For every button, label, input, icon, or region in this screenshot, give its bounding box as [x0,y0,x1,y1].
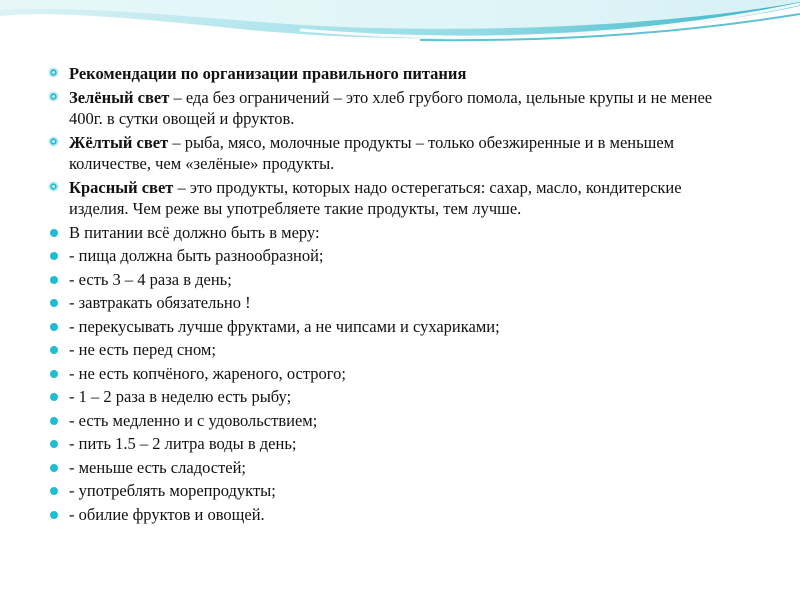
dot-bullet-icon [50,299,58,307]
dot-bullet-icon [50,370,58,378]
dot-bullet-icon [50,252,58,260]
red-light-text: – это продукты, которых надо остерегаться: сахар, масло, кондитерские изделия. Чем реже вы употребляете такие продукты, тем лучше. [69,177,682,218]
list-item-green-light [48,87,728,130]
list-item-rule [48,245,728,267]
rule-text: - пища должна быть разнообразной; [69,246,324,265]
slide-content [48,63,728,527]
rule-text: - обилие фруктов и овощей. [69,504,265,524]
list-item-rule [48,292,728,314]
list-item-rule [48,504,728,526]
list-item-rule [48,480,728,502]
list-item-title [48,63,728,85]
rule-text: - 1 – 2 раза в неделю есть рыбу; [69,387,292,406]
yellow-light-term: Жёлтый свет [69,132,169,152]
rule-text: - употреблять морепродукты; [69,481,276,500]
dot-bullet-icon [50,323,58,331]
rule-text: - меньше есть сладостей; [69,457,247,477]
rule-text: - перекусывать лучше фруктами, а не чипсами и сухариками; [69,316,500,336]
flower-bullet-icon [48,136,59,147]
list-item-rule [48,363,728,385]
flower-bullet-icon [48,67,59,78]
intro-text: В питании всё должно быть в меру: [69,222,320,242]
dot-bullet-icon [50,487,58,495]
list-item-rule [48,457,728,479]
dot-bullet-icon [50,276,58,284]
header-wave-decoration [0,0,800,60]
list-item-rule [48,316,728,338]
rule-text: - есть медленно и с удовольствием; [69,410,318,430]
rule-text: - завтракать обязательно ! [69,293,251,312]
flower-bullet-icon [48,91,59,102]
list-item-red-light [48,177,728,220]
red-light-term: Красный свет [69,177,174,197]
green-light-text: – еда без ограничений – это хлеб грубого помола, цельные крупы и не менее 400г. в сутки овощей и фруктов. [69,87,713,128]
rule-text: - не есть перед сном; [69,340,216,359]
dot-bullet-icon [50,393,58,401]
slide-title: Рекомендации по организации правильного питания [69,64,467,83]
list-item-rule [48,410,728,432]
list-item-rule [48,339,728,361]
rule-text: - пить 1.5 – 2 литра воды в день; [69,434,297,453]
flower-bullet-icon [48,181,59,192]
rule-text: - не есть копчёного, жареного, острого; [69,363,346,383]
dot-bullet-icon [50,511,58,519]
list-item-intro [48,222,728,244]
green-light-term: Зелёный свет [69,87,170,107]
list-item-rule [48,269,728,291]
dot-bullet-icon [50,346,58,354]
dot-bullet-icon [50,440,58,448]
dot-bullet-icon [50,229,58,237]
dot-bullet-icon [50,464,58,472]
yellow-light-text: – рыба, мясо, молочные продукты – только обезжиренные и в меньшем количестве, чем «зелёные» продукты. [69,132,675,173]
list-item-rule [48,433,728,455]
rule-text: - есть 3 – 4 раза в день; [69,269,232,289]
list-item-yellow-light [48,132,728,175]
list-item-rule [48,386,728,408]
dot-bullet-icon [50,417,58,425]
